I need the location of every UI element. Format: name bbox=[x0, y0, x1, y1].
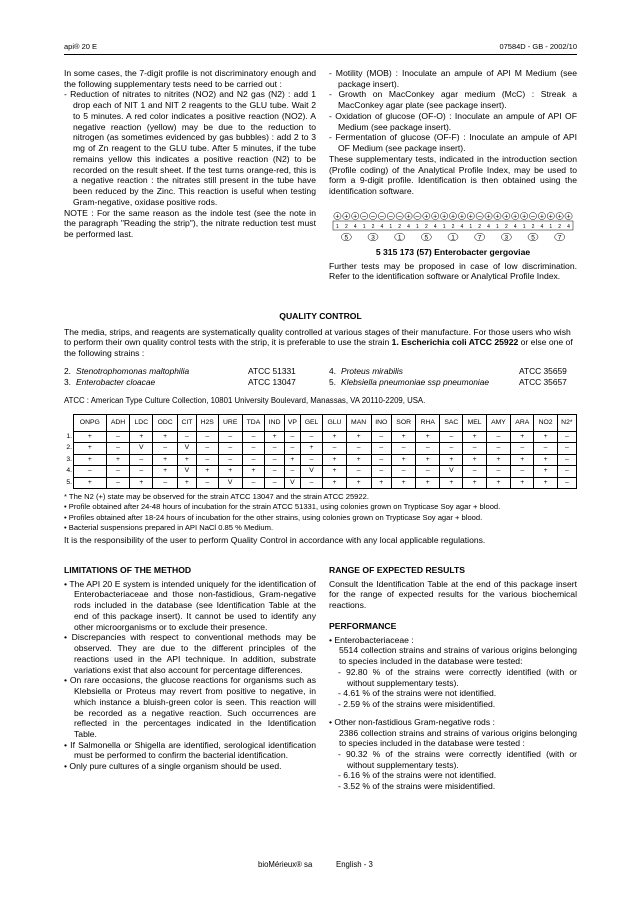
strip-sign: – bbox=[388, 213, 393, 221]
strain-num: 5. bbox=[329, 377, 336, 387]
qc-col-header: ODC bbox=[153, 415, 178, 432]
qc-table-corner bbox=[64, 415, 74, 432]
note-paragraph: NOTE : For the same reason as the indole test (see the note in the paragraph "Reading the strip"), the nitrate reduction test must be performed last. bbox=[64, 207, 316, 240]
qc-cell: – bbox=[371, 443, 391, 454]
supplementary-tests-left bbox=[64, 68, 316, 240]
strip-digit: 1 bbox=[496, 224, 499, 230]
qc-cell: – bbox=[106, 443, 130, 454]
qc-cell: – bbox=[285, 432, 301, 443]
strip-sign: – bbox=[531, 213, 535, 221]
qc-cell: + bbox=[323, 454, 346, 465]
range-text: Consult the Identification Table at the end of this package insert for the range of expected results for the various biochemical reactions. bbox=[329, 578, 577, 611]
qc-cell: – bbox=[178, 432, 197, 443]
qc-intro-end: or else one of the following strains : bbox=[64, 337, 573, 359]
qc-cell: – bbox=[416, 466, 440, 477]
qc-col-header: AMY bbox=[486, 415, 510, 432]
limitation-item: • Only pure cultures of a single organism should be used. bbox=[64, 761, 282, 772]
limitation-item: • If Salmonella or Shigella are identified, serological identification must be performed to confirm the bacterial identification. bbox=[64, 739, 316, 761]
qc-cell: – bbox=[285, 443, 301, 454]
strip-sign: + bbox=[442, 213, 447, 221]
strip-digit: 1 bbox=[549, 224, 553, 230]
strip-sign: + bbox=[486, 213, 491, 221]
qc-cell: V bbox=[130, 443, 153, 454]
qc-cell: – bbox=[371, 454, 391, 465]
strip-sign: + bbox=[353, 213, 358, 221]
range-title: RANGE OF EXPECTED RESULTS bbox=[329, 565, 465, 575]
header-product: api® 20 E bbox=[64, 42, 98, 51]
perf-stat: - 90.32 % of the strains were correctly identified (with or without supplementary tests). bbox=[338, 749, 577, 770]
qc-cell: + bbox=[346, 454, 371, 465]
qc-cell: + bbox=[371, 477, 391, 488]
strip-sign: – bbox=[415, 213, 420, 221]
strip-sign: + bbox=[335, 213, 340, 221]
perf-stat: - 3.52 % of the strains were misidentified. bbox=[338, 781, 496, 792]
qc-cell: – bbox=[106, 466, 130, 477]
strip-sign: + bbox=[433, 213, 438, 221]
qc-cell: – bbox=[106, 477, 130, 488]
qc-col-header: ONPG bbox=[74, 415, 107, 432]
strip-digit: 1 bbox=[389, 224, 393, 230]
strain-name: Klebsiella pneumoniae ssp pneumoniae bbox=[341, 377, 490, 387]
qc-col-header: MAN bbox=[346, 415, 371, 432]
strip-code: 3 bbox=[504, 234, 509, 242]
strip-digit: 2 bbox=[451, 224, 455, 230]
qc-cell: – bbox=[463, 443, 486, 454]
perf-stat: - 2.59 % of the strains were misidentified. bbox=[338, 699, 496, 710]
qc-col-header: N2* bbox=[557, 415, 576, 432]
qc-cell: – bbox=[196, 477, 218, 488]
qc-cell: + bbox=[153, 432, 178, 443]
strip-sign: + bbox=[459, 213, 464, 221]
qc-cell: – bbox=[153, 443, 178, 454]
perf-stat: - 92.80 % of the strains were correctly identified (with or without supplementary tests). bbox=[338, 666, 577, 688]
strip-digit: 4 bbox=[487, 224, 490, 230]
strip-digit: 2 bbox=[478, 224, 482, 230]
supplementary-tests-right bbox=[329, 68, 577, 197]
qc-cell: + bbox=[74, 477, 107, 488]
qc-cell: – bbox=[130, 454, 153, 465]
result-strip-illustration bbox=[329, 209, 577, 243]
qc-cell: V bbox=[440, 466, 463, 477]
strip-digit: 4 bbox=[567, 224, 570, 230]
strip-digit: 4 bbox=[407, 224, 410, 230]
qc-cell: + bbox=[300, 443, 323, 454]
strip-digit: 4 bbox=[380, 224, 384, 230]
qc-cell: + bbox=[391, 432, 415, 443]
qc-cell: + bbox=[511, 477, 534, 488]
page-header bbox=[64, 42, 577, 55]
qc-cell: – bbox=[106, 432, 130, 443]
qc-cell: – bbox=[300, 477, 323, 488]
qc-cell: + bbox=[463, 477, 486, 488]
qc-strain-list bbox=[64, 366, 577, 390]
qc-col-header: RHA bbox=[416, 415, 440, 432]
atcc-note: ATCC : American Type Culture Collection, 10801 University Boulevard, Manassas, VA 20110-2209, USA. bbox=[64, 396, 426, 405]
strip-digit: 4 bbox=[460, 224, 464, 230]
perf-group-title: • Enterobacteriaceae : bbox=[329, 634, 414, 645]
qc-cell: – bbox=[196, 454, 218, 465]
nitrate-reduction-item: - Reduction of nitrates to nitrites (NO2) and N2 gas (N2) : add 1 drop each of NIT 1 and NIT 2 reagents to the GLU tube. Wait 2 to 5 minutes. A red color indicates a positive reaction (NO2). A negative reaction (yellow) may be due to the reduction to nitrogen (as sometimes evidenced by gas bubbles) : add 2 to 3 mg of Zn reagent to the GLU tube. After 5 minutes, if the tube remains yellow this indicates a positive reaction (N2) to be recorded on the result sheet. If the test turns orange-red, this is a negative reaction : the nitrates still present in the tube have been reduced by the Zinc. This reaction is useful when testing Gram-negative, oxidase positive rods. bbox=[64, 89, 316, 207]
profile-paragraph: These supplementary tests, indicated in the introduction section (Profile coding) of the Analytical Profile Index, may be used to form a 9-digit profile. Identification is then obtained using the identification software. bbox=[329, 153, 577, 197]
qc-cell: – bbox=[371, 466, 391, 477]
qc-row-label: 2. bbox=[66, 444, 72, 452]
limitation-item: • On rare occasions, the glucose reactions for organisms such as Klebsiella or Proteus may revert from positive to negative, in which instance a bluish-green color is seen. This reaction will be recorded as a negative reaction. Such occurrences are reflected in the percentages indicated in the Identification Table. bbox=[64, 675, 316, 740]
strip-digit: 1 bbox=[336, 224, 339, 230]
qc-cell: – bbox=[242, 477, 265, 488]
qc-note: • Profile obtained after 24-48 hours of incubation for the strain ATCC 51331, using colonies grown on Trypticase Soy agar + blood. bbox=[64, 502, 501, 512]
qc-cell: – bbox=[534, 443, 557, 454]
strip-digit: 4 bbox=[353, 224, 357, 230]
perf-stat: - 6.16 % of the strains were not identified. bbox=[338, 770, 497, 781]
qc-cell: + bbox=[130, 477, 153, 488]
qc-cell: – bbox=[416, 443, 440, 454]
strip-sign: + bbox=[548, 213, 553, 221]
qc-cell: V bbox=[300, 466, 323, 477]
qc-table-row bbox=[64, 432, 577, 443]
qc-cell: – bbox=[557, 454, 576, 465]
strain-num: 4. bbox=[329, 366, 336, 376]
footer-company: bioMérieux® sa bbox=[258, 860, 313, 869]
qc-cell: – bbox=[440, 432, 463, 443]
strip-digit: 1 bbox=[442, 224, 446, 230]
qc-cell: + bbox=[323, 477, 346, 488]
qc-row-label: 5. bbox=[66, 478, 72, 486]
qc-cell: + bbox=[511, 454, 534, 465]
strain-name: Enterobacter cloacae bbox=[76, 377, 156, 387]
qc-cell: – bbox=[300, 432, 323, 443]
qc-cell: + bbox=[534, 466, 557, 477]
performance-title: PERFORMANCE bbox=[329, 620, 397, 631]
qc-cell: – bbox=[486, 432, 510, 443]
further-tests-paragraph: Further tests may be proposed in case of low discrimination. Refer to the identification software or Analytical Profile Index. bbox=[329, 260, 577, 282]
qc-cell: + bbox=[486, 477, 510, 488]
strain-num: 3. bbox=[64, 377, 71, 387]
qc-cell: + bbox=[323, 432, 346, 443]
qc-table-row bbox=[64, 477, 577, 488]
strip-caption: 5 315 173 (57) Enterobacter gergoviae bbox=[375, 247, 531, 257]
qc-cell: + bbox=[106, 454, 130, 465]
test-item: - Growth on MacConkey agar medium (McC) : Streak a MacConkey agar plate (see package insert). bbox=[329, 89, 577, 111]
qc-cell: + bbox=[153, 454, 178, 465]
strain-name: Proteus mirabilis bbox=[341, 366, 403, 376]
qc-cell: V bbox=[178, 466, 197, 477]
qc-cell: – bbox=[323, 443, 346, 454]
qc-cell: – bbox=[242, 454, 265, 465]
range-performance-section bbox=[329, 565, 577, 792]
qc-cell: – bbox=[74, 466, 107, 477]
limitation-item: • Discrepancies with respect to conventional methods may be observed. They are due to the different principles of the reactions used in the API technique. In addition, substrate variations exist that also account for percentage differences. bbox=[64, 632, 316, 675]
strip-caption-block bbox=[329, 247, 577, 282]
qc-cell: – bbox=[440, 443, 463, 454]
strip-code: 5 bbox=[424, 234, 429, 242]
qc-cell: + bbox=[416, 477, 440, 488]
qc-cell: – bbox=[391, 466, 415, 477]
qc-col-header: MEL bbox=[463, 415, 486, 432]
strip-digit: 4 bbox=[433, 224, 437, 230]
qc-cell: + bbox=[346, 432, 371, 443]
qc-col-header: GLU bbox=[323, 415, 346, 432]
qc-cell: + bbox=[74, 432, 107, 443]
strip-digit: 2 bbox=[558, 224, 562, 230]
qc-col-header: H2S bbox=[196, 415, 218, 432]
strip-digit: 2 bbox=[398, 224, 402, 230]
strip-digit: 4 bbox=[540, 224, 544, 230]
qc-cell: + bbox=[196, 466, 218, 477]
strain-atcc: ATCC 35659 bbox=[519, 366, 567, 376]
qc-table-wrap bbox=[64, 414, 577, 489]
strip-code: 3 bbox=[371, 234, 375, 242]
qc-notes bbox=[64, 492, 577, 547]
strip-digit: 2 bbox=[371, 224, 375, 230]
qc-cell: – bbox=[346, 466, 371, 477]
qc-col-header: SAC bbox=[440, 415, 463, 432]
limitations-section bbox=[64, 565, 316, 772]
qc-cell: + bbox=[511, 432, 534, 443]
qc-cell: – bbox=[265, 466, 285, 477]
qc-cell: + bbox=[178, 477, 197, 488]
strip-sign: + bbox=[344, 213, 349, 221]
strip-digit: 1 bbox=[416, 224, 419, 230]
qc-cell: + bbox=[346, 477, 371, 488]
strain-atcc: ATCC 51331 bbox=[248, 366, 296, 376]
qc-col-header: ADH bbox=[106, 415, 130, 432]
qc-cell: – bbox=[557, 443, 576, 454]
qc-table bbox=[64, 414, 577, 489]
qc-cell: + bbox=[242, 466, 265, 477]
qc-cell: + bbox=[416, 454, 440, 465]
limitations-title: LIMITATIONS OF THE METHOD bbox=[64, 565, 192, 575]
qc-row-label: 3. bbox=[66, 455, 72, 463]
footer-page: English - 3 bbox=[336, 860, 373, 869]
test-item: - Oxidation of glucose (OF-O) : Inoculate an ampule of API OF Medium (see package insert). bbox=[329, 110, 577, 132]
strip-code: 5 bbox=[344, 234, 349, 242]
strip-sign: + bbox=[566, 213, 571, 221]
qc-cell: + bbox=[74, 454, 107, 465]
strip-sign: + bbox=[557, 213, 562, 221]
strip-digit: 2 bbox=[531, 224, 535, 230]
qc-cell: – bbox=[463, 466, 486, 477]
qc-col-header: GEL bbox=[300, 415, 323, 432]
qc-note: • Profiles obtained after 18-24 hours of incubation for the other strains, using colonies grown on Trypticase Soy agar + blood. bbox=[64, 512, 483, 522]
strip-sign: + bbox=[424, 213, 429, 221]
qc-cell: – bbox=[371, 432, 391, 443]
strain-num: 2. bbox=[64, 366, 71, 376]
header-docref: 07584D - GB - 2002/10 bbox=[499, 42, 577, 51]
qc-col-header: INO bbox=[371, 415, 391, 432]
qc-col-header: VP bbox=[285, 415, 301, 432]
qc-intro-strain: 1. Escherichia coli ATCC 25922 bbox=[391, 337, 519, 348]
qc-responsibility: It is the responsibility of the user to perform Quality Control in accordance with any local applicable regulations. bbox=[64, 535, 486, 545]
qc-cell: – bbox=[391, 443, 415, 454]
qc-cell: + bbox=[416, 432, 440, 443]
qc-cell: – bbox=[557, 432, 576, 443]
qc-cell: + bbox=[486, 454, 510, 465]
strip-digit: 1 bbox=[522, 224, 526, 230]
qc-cell: V bbox=[285, 477, 301, 488]
strip-sign: + bbox=[468, 213, 473, 221]
strip-code: 1 bbox=[451, 234, 455, 242]
qc-cell: – bbox=[265, 443, 285, 454]
qc-cell: V bbox=[218, 477, 242, 488]
strip-code: 7 bbox=[477, 234, 482, 242]
strip-sign: + bbox=[406, 213, 411, 221]
strain-name: Stenotrophomonas maltophilia bbox=[76, 366, 190, 376]
qc-cell: + bbox=[265, 432, 285, 443]
qc-cell: + bbox=[74, 443, 107, 454]
qc-cell: + bbox=[153, 466, 178, 477]
qc-cell: – bbox=[153, 477, 178, 488]
qc-cell: – bbox=[242, 443, 265, 454]
qc-cell: + bbox=[534, 454, 557, 465]
qc-cell: – bbox=[218, 454, 242, 465]
qc-cell: + bbox=[440, 454, 463, 465]
strain-atcc: ATCC 35657 bbox=[519, 377, 567, 387]
qc-cell: + bbox=[534, 477, 557, 488]
strip-digit: 2 bbox=[424, 224, 428, 230]
qc-cell: + bbox=[218, 466, 242, 477]
strip-digit: 1 bbox=[469, 224, 473, 230]
perf-stat: - 4.61 % of the strains were not identified. bbox=[338, 688, 497, 699]
test-item: - Motility (MOB) : Inoculate an ampule of API M Medium (see package insert). bbox=[329, 68, 577, 89]
qc-cell: – bbox=[196, 443, 218, 454]
quality-control-section bbox=[64, 311, 577, 359]
strip-sign: – bbox=[397, 213, 402, 221]
strip-digit: 2 bbox=[504, 224, 508, 230]
qc-cell: + bbox=[391, 454, 415, 465]
qc-cell: + bbox=[440, 477, 463, 488]
qc-cell: – bbox=[218, 443, 242, 454]
strip-sign: – bbox=[379, 213, 384, 221]
qc-cell: + bbox=[323, 466, 346, 477]
strip-sign: + bbox=[504, 213, 509, 221]
strip-sign: + bbox=[522, 213, 527, 221]
strip-code: 1 bbox=[397, 234, 402, 242]
strain-atcc: ATCC 13047 bbox=[248, 377, 296, 387]
test-item: - Fermentation of glucose (OF-F) : Inoculate an ampule of API OF Medium (see package insert). bbox=[329, 132, 577, 154]
strip-code: 7 bbox=[557, 234, 562, 242]
perf-group-text: 5514 collection strains and strains of various origins belonging to species included in the database were tested: bbox=[339, 645, 577, 667]
qc-col-header: NO2 bbox=[534, 415, 557, 432]
strip-digit: 2 bbox=[344, 224, 348, 230]
qc-cell: + bbox=[463, 454, 486, 465]
qc-intro-text: The media, strips, and reagents are systematically quality controlled at various stages of their manufacture. For those users who wish to perform their own quality control tests with the strip, it is preferable to use the strain bbox=[64, 326, 571, 348]
strip-sign: + bbox=[495, 213, 500, 221]
qc-cell: – bbox=[346, 443, 371, 454]
qc-col-header: CIT bbox=[178, 415, 197, 432]
qc-cell: – bbox=[300, 454, 323, 465]
limitation-item: • The API 20 E system is intended uniquely for the identification of Enterobacteriaceae and those non-fastidious, Gram-negative rods included in the database (see Identification Table at the end of this package insert). It cannot be used to identify any other microorganisms or to exclude their presence. bbox=[64, 578, 316, 632]
qc-cell: – bbox=[285, 466, 301, 477]
qc-row-label: 4. bbox=[66, 467, 72, 475]
qc-col-header: IND bbox=[265, 415, 285, 432]
strip-sign: + bbox=[513, 213, 518, 221]
intro-paragraph: In some cases, the 7-digit profile is not discriminatory enough and the following supplementary tests need to be carried out : bbox=[64, 68, 316, 89]
qc-title: QUALITY CONTROL bbox=[279, 311, 362, 321]
qc-table-row bbox=[64, 443, 577, 454]
qc-table-header-row bbox=[64, 415, 577, 432]
strip-sign: + bbox=[539, 213, 544, 221]
qc-cell: – bbox=[557, 466, 576, 477]
qc-cell: + bbox=[130, 432, 153, 443]
qc-cell: + bbox=[534, 432, 557, 443]
qc-cell: – bbox=[130, 466, 153, 477]
strip-sign: – bbox=[362, 213, 367, 221]
qc-cell: + bbox=[178, 454, 197, 465]
qc-cell: V bbox=[178, 443, 197, 454]
qc-col-header: SOR bbox=[391, 415, 415, 432]
qc-cell: + bbox=[391, 477, 415, 488]
perf-group-text: 2386 collection strains and strains of various origins belonging to species included in the database were tested : bbox=[339, 727, 577, 749]
qc-table-body bbox=[64, 432, 577, 489]
qc-col-header: TDA bbox=[242, 415, 265, 432]
qc-cell: – bbox=[557, 477, 576, 488]
qc-note: * The N2 (+) state may be observed for the strain ATCC 13047 and the strain ATCC 25922. bbox=[64, 492, 369, 501]
strip-digit: 1 bbox=[362, 224, 366, 230]
perf-group-title: • Other non-fastidious Gram-negative rods : bbox=[329, 716, 495, 727]
qc-col-header: ARA bbox=[511, 415, 534, 432]
qc-table-row bbox=[64, 466, 577, 477]
qc-cell: – bbox=[265, 477, 285, 488]
qc-intro bbox=[64, 327, 577, 359]
qc-cell: – bbox=[242, 432, 265, 443]
qc-cell: – bbox=[486, 466, 510, 477]
strip-digit: 4 bbox=[513, 224, 517, 230]
qc-row-label: 1. bbox=[66, 432, 72, 440]
strip-sign: – bbox=[371, 213, 375, 221]
qc-note: • Bacterial suspensions prepared in API NaCl 0.85 % Medium. bbox=[64, 522, 274, 532]
strip-sign: + bbox=[450, 213, 456, 221]
qc-cell: – bbox=[196, 432, 218, 443]
qc-table-row bbox=[64, 454, 577, 465]
qc-cell: – bbox=[218, 432, 242, 443]
qc-cell: – bbox=[511, 443, 534, 454]
qc-col-header: URE bbox=[218, 415, 242, 432]
qc-cell: – bbox=[265, 454, 285, 465]
qc-cell: + bbox=[463, 432, 486, 443]
qc-col-header: LDC bbox=[130, 415, 153, 432]
strip-code: 5 bbox=[531, 234, 535, 242]
strip-sign: – bbox=[477, 213, 482, 221]
qc-cell: – bbox=[511, 466, 534, 477]
qc-cell: + bbox=[285, 454, 301, 465]
qc-cell: – bbox=[486, 443, 510, 454]
